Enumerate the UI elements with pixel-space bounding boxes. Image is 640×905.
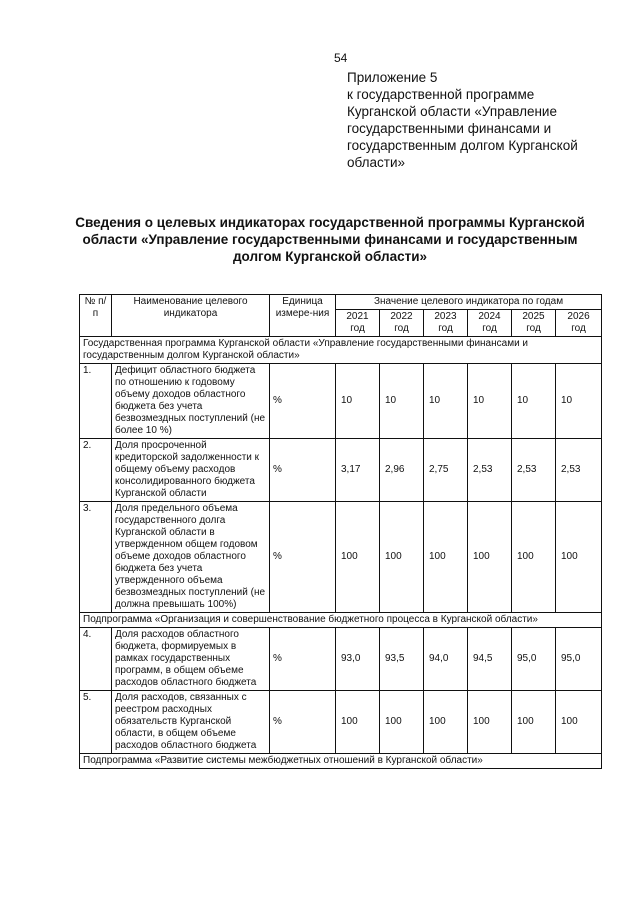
section-title: Государственная программа Курганской области «Управление государственными финансами и государственным долгом Курганской области» [80, 337, 602, 364]
header-name: Наименование целевого индикатора [112, 295, 270, 337]
appendix-note [347, 69, 607, 171]
row-unit: % [270, 628, 336, 691]
row-value: 93,5 [380, 628, 424, 691]
table-row [80, 691, 602, 754]
header-year: 2022 год [380, 310, 424, 337]
row-value: 94,5 [468, 628, 512, 691]
header-unit: Единица измере-ния [270, 295, 336, 337]
row-name: Доля просроченной кредиторской задолженности к общему объему расходов консолидированного бюджета Курганской области [112, 439, 270, 502]
appendix-line: государственным долгом Курганской [347, 138, 578, 153]
row-value: 2,75 [424, 439, 468, 502]
section-title: Подпрограмма «Развитие системы межбюджетных отношений в Курганской области» [80, 754, 602, 769]
row-value: 100 [424, 502, 468, 613]
row-value: 10 [380, 364, 424, 439]
section-row [80, 337, 602, 364]
row-value: 2,53 [468, 439, 512, 502]
section-title: Подпрограмма «Организация и совершенствование бюджетного процесса в Курганской области» [80, 613, 602, 628]
row-value: 100 [336, 691, 380, 754]
header-year: 2025 год [512, 310, 556, 337]
row-value: 100 [512, 691, 556, 754]
row-value: 100 [512, 502, 556, 613]
row-name: Дефицит областного бюджета по отношению к годовому объему доходов областного бюджета без учета безвозмездных поступлений (не более 10 %) [112, 364, 270, 439]
row-value: 2,53 [512, 439, 556, 502]
section-row [80, 754, 602, 769]
row-unit: % [270, 439, 336, 502]
row-number: 5. [80, 691, 112, 754]
row-value: 100 [380, 691, 424, 754]
row-name: Доля расходов, связанных с реестром расходных обязательств Курганской области, в общем объеме расходов областного бюджета [112, 691, 270, 754]
title-line: долгом Курганской области» [232, 249, 428, 264]
appendix-line: Приложение 5 [347, 70, 438, 85]
row-number: 3. [80, 502, 112, 613]
row-name: Доля расходов областного бюджета, формируемых в рамках государственных программ, в общем объеме расходов областного бюджета [112, 628, 270, 691]
row-value: 95,0 [512, 628, 556, 691]
title-line: области «Управление государственными финансами и государственным [82, 232, 578, 247]
row-value: 94,0 [424, 628, 468, 691]
row-number: 2. [80, 439, 112, 502]
row-unit: % [270, 364, 336, 439]
row-value: 10 [336, 364, 380, 439]
row-name: Доля предельного объема государственного долга Курганской области в утвержденном общем годовом объеме доходов областного бюджета без учета утвержденного объема безвозмездных поступлений (не должна превышать 100%) [112, 502, 270, 613]
table-row [80, 628, 602, 691]
appendix-line: Курганской области «Управление [347, 104, 557, 119]
row-value: 10 [512, 364, 556, 439]
row-value: 93,0 [336, 628, 380, 691]
appendix-line: государственными финансами и [347, 121, 552, 136]
row-unit: % [270, 691, 336, 754]
row-value: 3,17 [336, 439, 380, 502]
row-value: 2,96 [380, 439, 424, 502]
page-number: 54 [334, 51, 348, 65]
row-value: 2,53 [556, 439, 602, 502]
header-number: № п/п [80, 295, 112, 337]
row-value: 100 [556, 502, 602, 613]
header-values-group: Значение целевого индикатора по годам [336, 295, 602, 310]
row-value: 10 [468, 364, 512, 439]
title-line: Сведения о целевых индикаторах государственной программы Курганской [75, 215, 585, 230]
appendix-line: к государственной программе [347, 87, 535, 102]
row-value: 10 [556, 364, 602, 439]
indicators-table [79, 294, 602, 769]
row-value: 100 [556, 691, 602, 754]
row-value: 10 [424, 364, 468, 439]
row-value: 95,0 [556, 628, 602, 691]
document-title [60, 214, 600, 265]
row-unit: % [270, 502, 336, 613]
header-year: 2021 год [336, 310, 380, 337]
appendix-line: области» [347, 155, 406, 170]
row-value: 100 [468, 691, 512, 754]
table-row [80, 502, 602, 613]
header-year: 2026 год [556, 310, 602, 337]
table-row [80, 364, 602, 439]
row-number: 1. [80, 364, 112, 439]
header-year: 2024 год [468, 310, 512, 337]
row-value: 100 [380, 502, 424, 613]
row-value: 100 [336, 502, 380, 613]
row-value: 100 [468, 502, 512, 613]
table-row [80, 439, 602, 502]
row-value: 100 [424, 691, 468, 754]
header-year: 2023 год [424, 310, 468, 337]
section-row [80, 613, 602, 628]
row-number: 4. [80, 628, 112, 691]
